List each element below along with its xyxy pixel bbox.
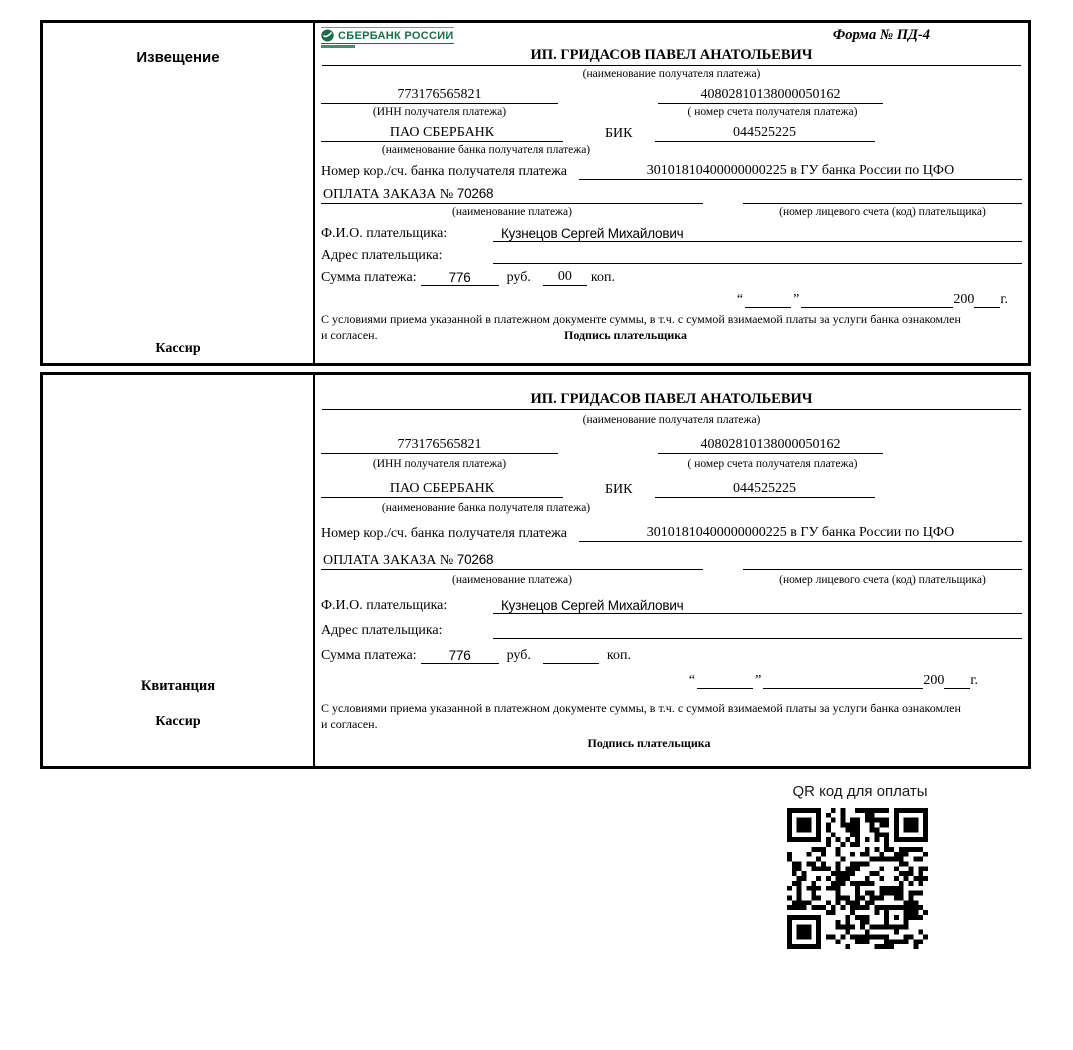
sberbank-logo-text: СБЕРБАНК РОССИИ <box>338 29 454 42</box>
qr-code <box>787 808 928 949</box>
year-suffix: г. <box>1000 292 1008 307</box>
recipient-inn-value: 773176565821 <box>321 87 558 104</box>
bank-caption: (наименование банка получателя платежа) <box>381 144 591 156</box>
recipient-inn-value: 773176565821 <box>321 437 558 454</box>
receipt-cashier-label: Кассир <box>155 714 201 729</box>
payer-fio-label: Ф.И.О. плательщика: <box>321 598 448 613</box>
amount-kop-value: 00 <box>543 269 587 286</box>
inn-caption: (ИНН получателя платежа) <box>372 458 507 470</box>
year-prefix: 200 <box>953 292 975 307</box>
payer-code-caption: (номер лицевого счета (код) плательщика) <box>779 574 986 586</box>
notice-cashier-label: Кассир <box>155 341 201 356</box>
bik-value: 044525225 <box>655 481 875 498</box>
agreement-block <box>321 312 969 343</box>
recipient-name: ИП. ГРИДАСОВ ПАВЕЛ АНАТОЛЬЕВИЧ <box>322 391 1021 410</box>
sberbank-logo-icon <box>321 29 334 42</box>
payer-address-label: Адрес плательщика: <box>321 248 443 263</box>
qr-caption: QR код для оплаты <box>792 783 928 800</box>
order-number-value: 70268 <box>456 186 494 201</box>
payer-fio-value: Кузнецов Сергей Михайлович <box>493 598 1022 614</box>
notice-section <box>40 20 1031 366</box>
account-caption: ( номер счета получателя платежа) <box>687 106 858 118</box>
recipient-account-value: 40802810138000050162 <box>658 437 883 454</box>
payer-code-line <box>743 569 1022 570</box>
amount-kop-value <box>543 663 599 664</box>
payer-address-label: Адрес плательщика: <box>321 623 443 638</box>
payer-address-value <box>493 263 1022 264</box>
open-quote: “ <box>688 673 696 688</box>
receipt-side-column <box>43 375 315 766</box>
sum-label: Сумма платежа: <box>321 648 417 663</box>
bank-name-value: ПАО СБЕРБАНК <box>321 481 563 498</box>
kop-label: коп. <box>590 270 615 285</box>
notice-side-column <box>43 23 315 363</box>
signature-label: Подпись плательщика <box>564 328 687 342</box>
receipt-main-column <box>315 375 1028 766</box>
form-number-label: Форма № ПД-4 <box>832 27 930 43</box>
payment-caption: (наименование платежа) <box>452 574 572 586</box>
recipient-name-caption: (наименование получателя платежа) <box>582 414 761 426</box>
payment-name-value <box>321 552 703 570</box>
payment-name-text: ОПЛАТА ЗАКАЗА № <box>323 187 454 202</box>
open-quote: “ <box>736 292 744 307</box>
rub-label: руб. <box>506 648 531 663</box>
receipt-section <box>40 372 1031 769</box>
year-suffix: г. <box>970 673 978 688</box>
corr-account-value: 30101810400000000225 в ГУ банка России по ЦФО <box>579 525 1022 542</box>
corr-account-label: Номер кор./сч. банка получателя платежа <box>321 526 567 541</box>
bank-name-value: ПАО СБЕРБАНК <box>321 125 563 142</box>
notice-main-column <box>315 23 1028 363</box>
order-number-value: 70268 <box>456 552 494 567</box>
bank-caption: (наименование банка получателя платежа) <box>381 502 591 514</box>
recipient-name-caption: (наименование получателя платежа) <box>582 68 761 80</box>
payment-name-value <box>321 186 703 204</box>
date-month-line <box>801 307 953 308</box>
payer-address-value <box>493 638 1022 639</box>
date-month-line <box>763 688 923 689</box>
signature-label: Подпись плательщика <box>587 736 711 751</box>
rub-label: руб. <box>506 270 531 285</box>
year-prefix: 200 <box>923 673 945 688</box>
payer-code-caption: (номер лицевого счета (код) плательщика) <box>779 206 986 218</box>
close-quote: ” <box>755 673 762 688</box>
inn-caption: (ИНН получателя платежа) <box>372 106 507 118</box>
kop-label: коп. <box>606 648 631 663</box>
account-caption: ( номер счета получателя платежа) <box>687 458 858 470</box>
bik-value: 044525225 <box>655 125 875 142</box>
agreement-text: С условиями приема указанной в платежном документе суммы, в т.ч. с суммой взимаемой платы за услуги банка ознакомлен и согласен. <box>321 701 961 731</box>
payer-code-line <box>743 203 1022 204</box>
amount-rub-value: 776 <box>421 270 499 286</box>
date-day-line <box>697 688 753 689</box>
date-day-line <box>745 307 791 308</box>
close-quote: ” <box>793 292 800 307</box>
recipient-account-value: 40802810138000050162 <box>658 87 883 104</box>
corr-account-value: 30101810400000000225 в ГУ банка России по ЦФО <box>579 163 1022 180</box>
sberbank-logo-tagline <box>321 45 355 48</box>
corr-account-label: Номер кор./сч. банка получателя платежа <box>321 164 567 179</box>
agreement-block <box>321 701 969 732</box>
date-year-line <box>974 307 1000 308</box>
date-year-line <box>944 688 970 689</box>
bik-label: БИК <box>605 482 633 497</box>
payment-caption: (наименование платежа) <box>452 206 572 218</box>
recipient-name: ИП. ГРИДАСОВ ПАВЕЛ АНАТОЛЬЕВИЧ <box>322 47 1021 66</box>
amount-rub-value: 776 <box>421 648 499 664</box>
payer-fio-value: Кузнецов Сергей Михайлович <box>493 226 1022 242</box>
bik-label: БИК <box>605 126 633 141</box>
payer-fio-label: Ф.И.О. плательщика: <box>321 226 448 241</box>
sberbank-logo <box>321 27 454 48</box>
receipt-title: Квитанция <box>140 678 216 694</box>
sum-label: Сумма платежа: <box>321 270 417 285</box>
agreement-text: С условиями приема указанной в платежном документе суммы, в т.ч. с суммой взимаемой платы за услуги банка ознакомлен и согласен. <box>321 312 961 342</box>
notice-title: Извещение <box>136 49 220 66</box>
payment-name-text: ОПЛАТА ЗАКАЗА № <box>323 553 454 568</box>
